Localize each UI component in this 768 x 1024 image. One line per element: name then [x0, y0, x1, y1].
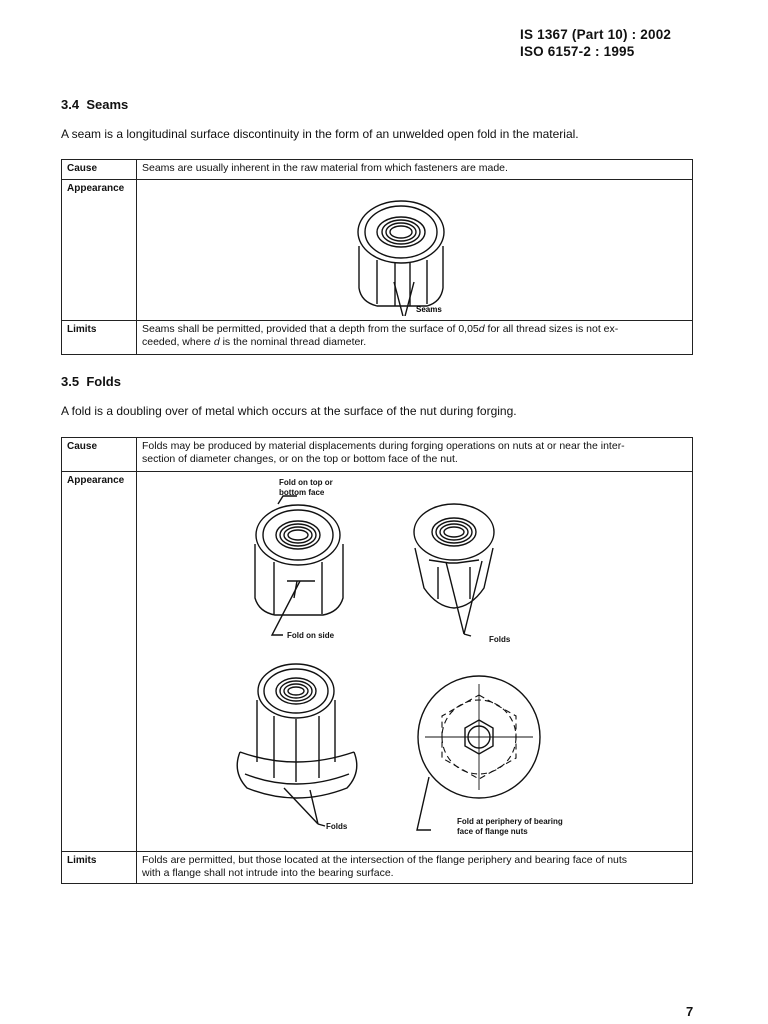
limits-label: Limits	[62, 321, 137, 355]
fold-flange-label-1: Fold at periphery of bearing	[457, 817, 563, 826]
limits-label: Limits	[62, 852, 137, 884]
folds-figure-cell	[137, 472, 693, 852]
flange-nut-bottom-view-drawing	[417, 676, 540, 830]
flange-nut-folds-drawing	[237, 664, 357, 826]
seams-table	[61, 159, 693, 355]
document-header	[520, 26, 671, 60]
limits-text-part: is the nominal thread diameter.	[219, 336, 367, 348]
fold-flange-label-2: face of flange nuts	[457, 827, 528, 836]
seams-figure-cell	[137, 180, 693, 321]
fold-top-label-1: Fold on top or	[279, 478, 333, 487]
section-number: 3.5	[61, 374, 80, 389]
iso-number: ISO 6157-2 : 1995	[520, 44, 635, 59]
chamfered-nut-folds-drawing	[414, 504, 494, 636]
cause-text-line: section of diameter changes, or on the top or bottom face of the nut.	[142, 453, 458, 465]
limits-text-part: Seams shall be permitted, provided that a depth from the surface of 0,05	[142, 323, 479, 335]
folds-table	[61, 437, 693, 884]
section-title: Seams	[86, 97, 129, 112]
limits-text-line: Folds are permitted, but those located at the intersection of the flange periphery and bearing face of nuts	[142, 854, 628, 866]
appearance-label: Appearance	[62, 472, 137, 852]
section-heading-folds	[61, 374, 121, 389]
cause-label: Cause	[62, 438, 137, 472]
cause-text: Seams are usually inherent in the raw material from which fasteners are made.	[137, 160, 693, 180]
folds-intro: A fold is a doubling over of metal which occurs at the surface of the nut during forging.	[61, 404, 517, 418]
limits-text-line: with a flange shall not intrude into the bearing surface.	[142, 867, 394, 879]
fold-top-label-2: bottom face	[279, 488, 325, 497]
cause-text	[137, 438, 693, 472]
section-heading-seams	[61, 97, 128, 112]
standard-number: IS 1367 (Part 10) : 2002	[520, 27, 672, 42]
folds-label-2: Folds	[326, 822, 348, 831]
limits-text	[137, 321, 693, 355]
hex-nut-top-fold-drawing	[255, 496, 343, 635]
appearance-label: Appearance	[62, 180, 137, 321]
variable-d: d	[213, 336, 220, 348]
seams-intro: A seam is a longitudinal surface discontinuity in the form of an unwelded open fold in the material.	[61, 127, 579, 141]
cause-label: Cause	[62, 160, 137, 180]
seams-figure-label: Seams	[416, 305, 442, 314]
limits-text	[137, 852, 693, 884]
folds-label-1: Folds	[489, 635, 511, 644]
limits-text-part: ceeded, where	[142, 336, 214, 348]
folds-drawings	[137, 472, 692, 847]
seams-nut-drawing	[137, 180, 692, 316]
section-title: Folds	[86, 374, 121, 389]
cause-text-line: Folds may be produced by material displacements during forging operations on nuts at or near the inter-	[142, 440, 625, 452]
fold-side-label: Fold on side	[287, 631, 335, 640]
variable-d: d	[478, 323, 485, 335]
page-number: 7	[686, 1004, 694, 1019]
section-number: 3.4	[61, 97, 80, 112]
limits-text-part: for all thread sizes is not ex-	[484, 323, 619, 335]
